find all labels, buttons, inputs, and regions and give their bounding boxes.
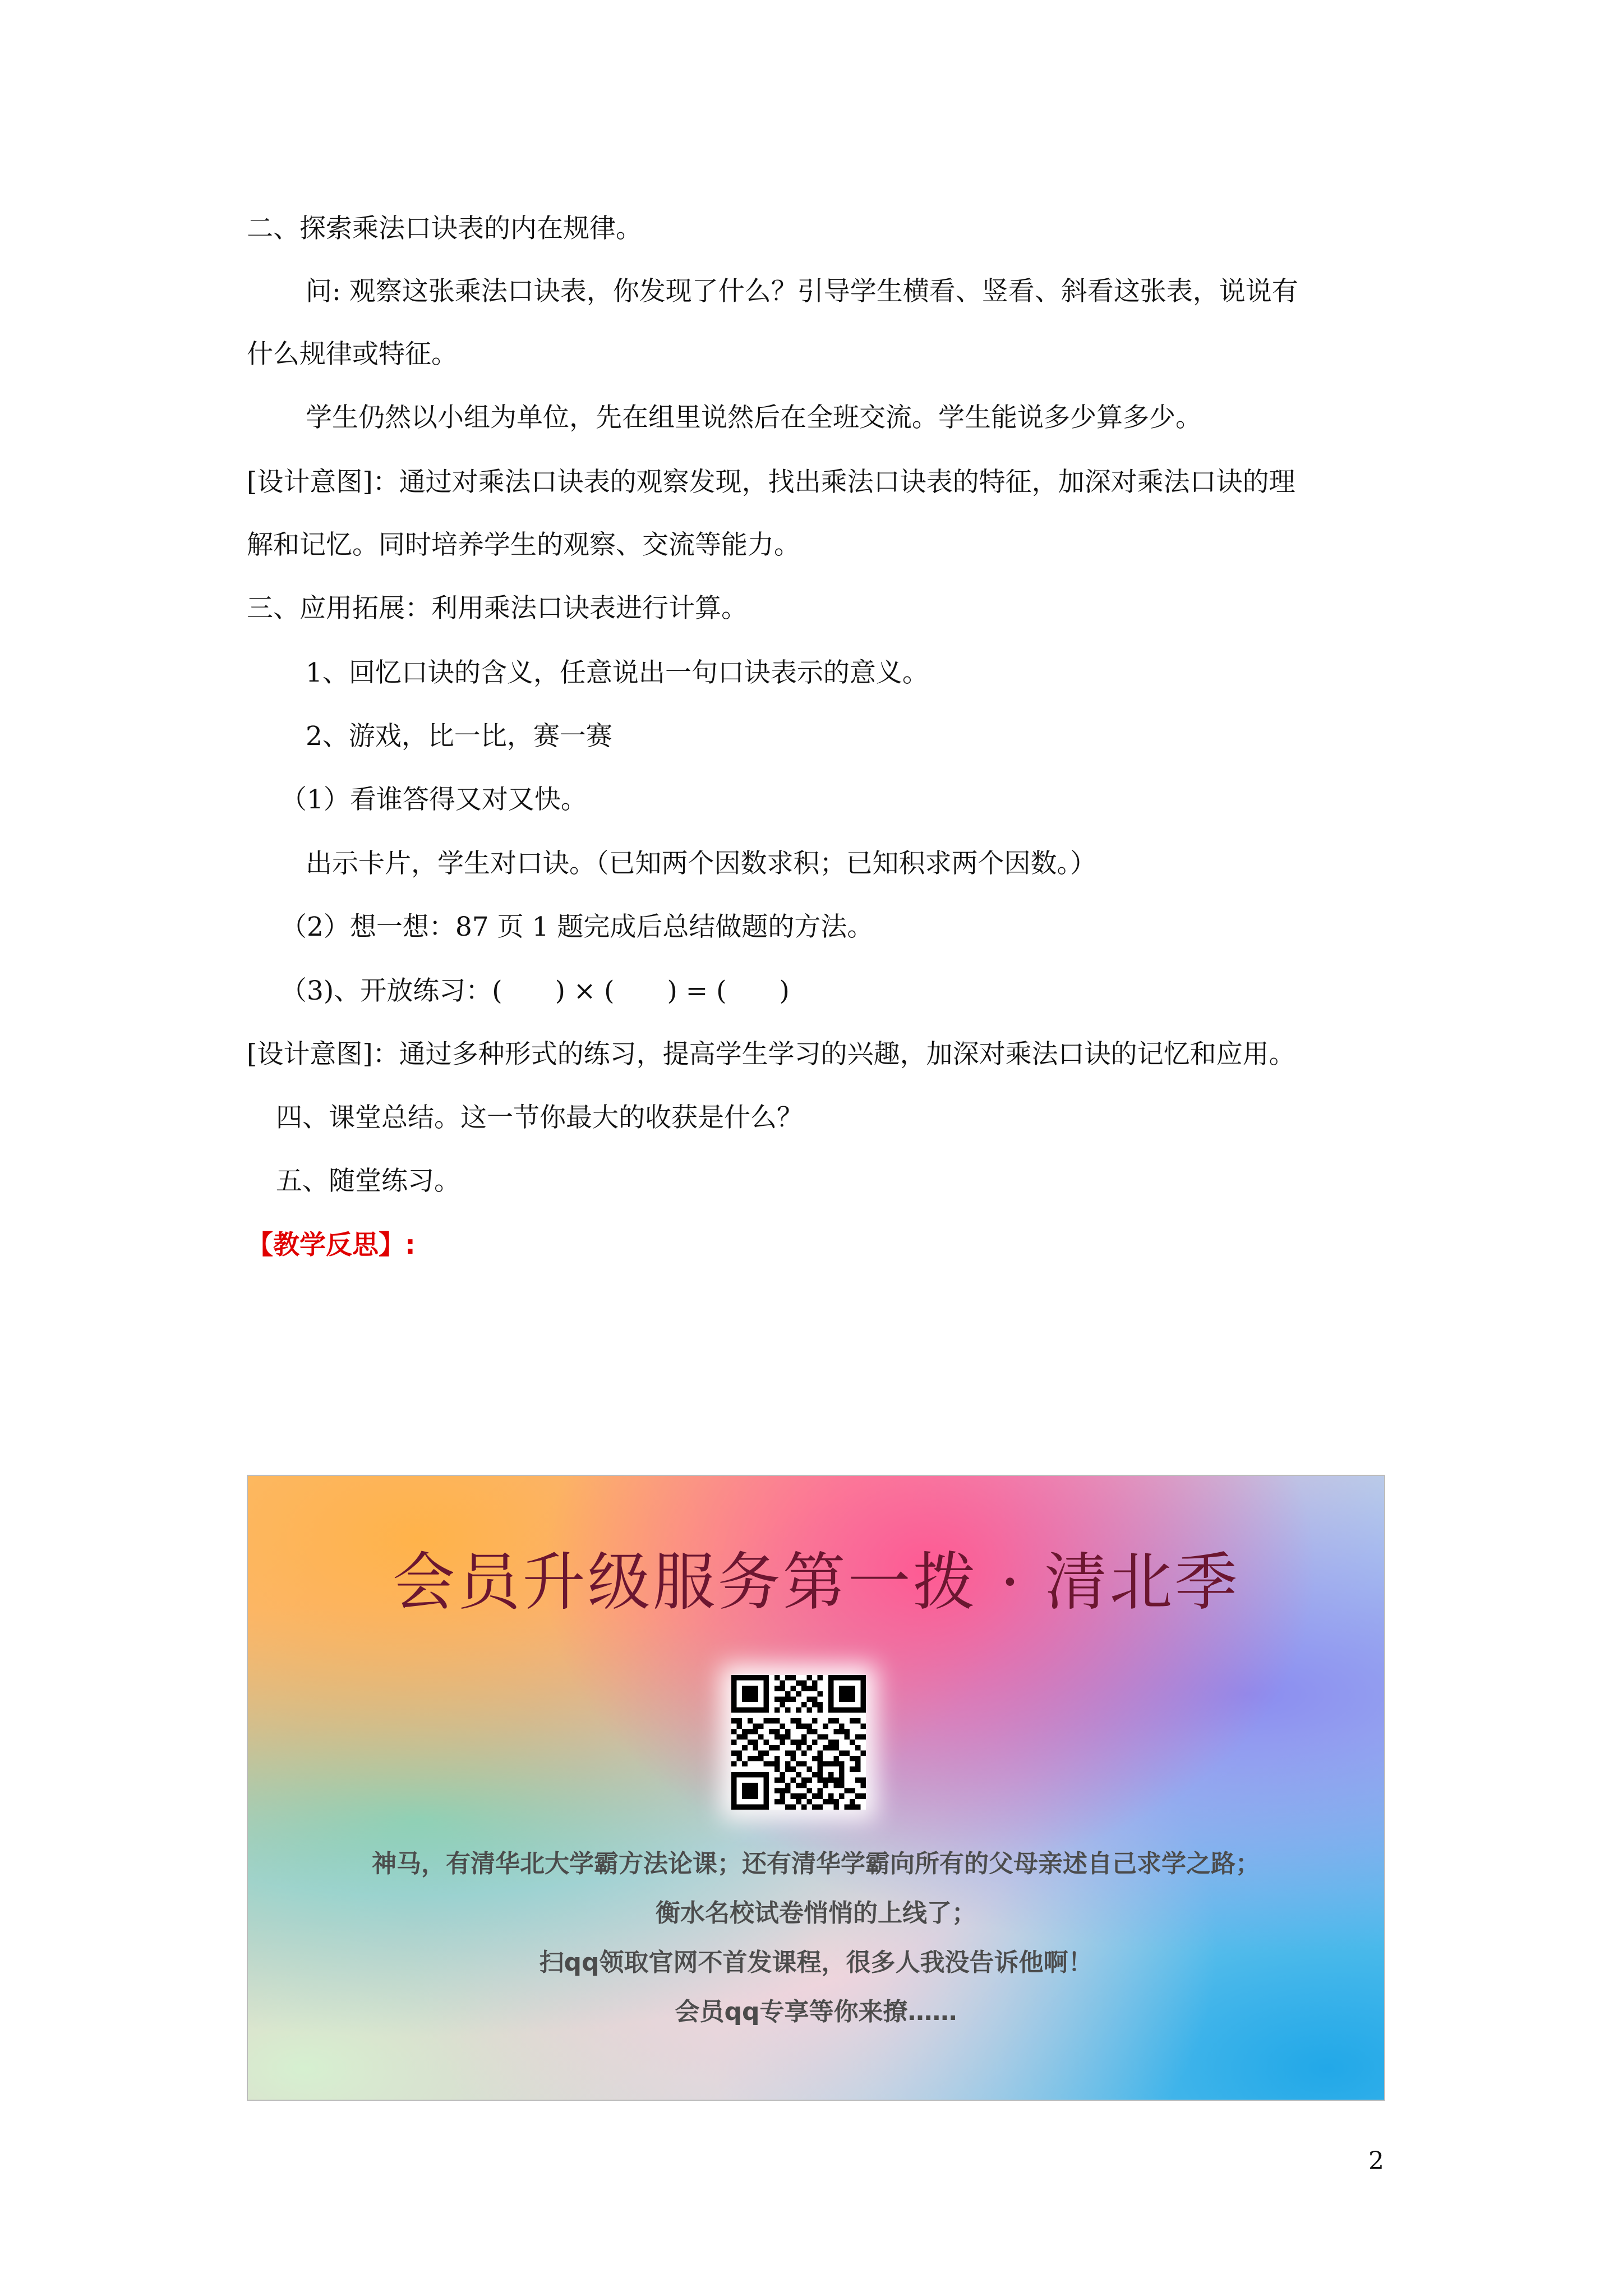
section-heading-3: 三、应用拓展：利用乘法口诀表进行计算。 xyxy=(247,593,748,624)
design-intent-1: [设计意图]：通过对乘法口诀表的观察发现，找出乘法口诀表的特征，加深对乘法口诀的理 xyxy=(247,467,1295,498)
question-paragraph-continued: 什么规律或特征。 xyxy=(247,339,458,370)
application-item-1: 1、回忆口诀的含义，任意说出一句口诀表示的意义。 xyxy=(306,657,929,688)
game-item-1: （1）看谁答得又对又快。 xyxy=(280,784,587,815)
banner-text-line-2: 衡水名校试卷悄悄的上线了； xyxy=(656,1899,976,1927)
game-item-2: （2）想一想：87 页 1 题完成后总结做题的方法。 xyxy=(280,912,874,942)
promo-banner xyxy=(247,1475,1385,2101)
qr-code-icon xyxy=(731,1675,866,1810)
banner-text-line-4: 会员qq专享等你来撩…… xyxy=(675,1998,957,2026)
banner-title: 会员升级服务第一拨 · 清北季 xyxy=(392,1546,1240,1619)
page-number: 2 xyxy=(1368,2147,1384,2175)
design-intent-2: [设计意图]：通过多种形式的练习，提高学生学习的兴趣，加深对乘法口诀的记忆和应用。 xyxy=(247,1039,1295,1070)
question-paragraph: 问: 观察这张乘法口诀表，你发现了什么？引导学生横看、竖看、斜看这张表，说说有 xyxy=(306,276,1298,307)
design-intent-1-continued: 解和记忆。同时培养学生的观察、交流等能力。 xyxy=(247,530,800,560)
banner-text-line-3: 扫qq领取官网不首发课程，很多人我没告诉他啊！ xyxy=(539,1948,1093,1977)
section-heading-4: 四、课堂总结。这一节你最大的收获是什么？ xyxy=(276,1102,803,1133)
game-item-3: （3)、开放练习：( ) × ( ) = ( ) xyxy=(280,976,790,1006)
banner-text-line-1: 神马，有清华北大学霸方法论课；还有清华学霸向所有的父母亲述自己求学之路； xyxy=(372,1849,1260,1878)
teaching-reflection-heading: 【教学反思】: xyxy=(247,1230,416,1260)
card-activity-paragraph: 出示卡片，学生对口诀。（已知两个因数求积；已知积求两个因数。） xyxy=(306,848,1096,879)
application-item-2: 2、游戏，比一比，赛一赛 xyxy=(306,721,612,752)
section-heading-5: 五、随堂练习。 xyxy=(276,1166,460,1197)
section-heading-2: 二、探索乘法口诀表的内在规律。 xyxy=(247,213,642,244)
qr-code xyxy=(731,1675,866,1810)
group-work-paragraph: 学生仍然以小组为单位，先在组里说然后在全班交流。学生能说多少算多少。 xyxy=(306,402,1202,433)
